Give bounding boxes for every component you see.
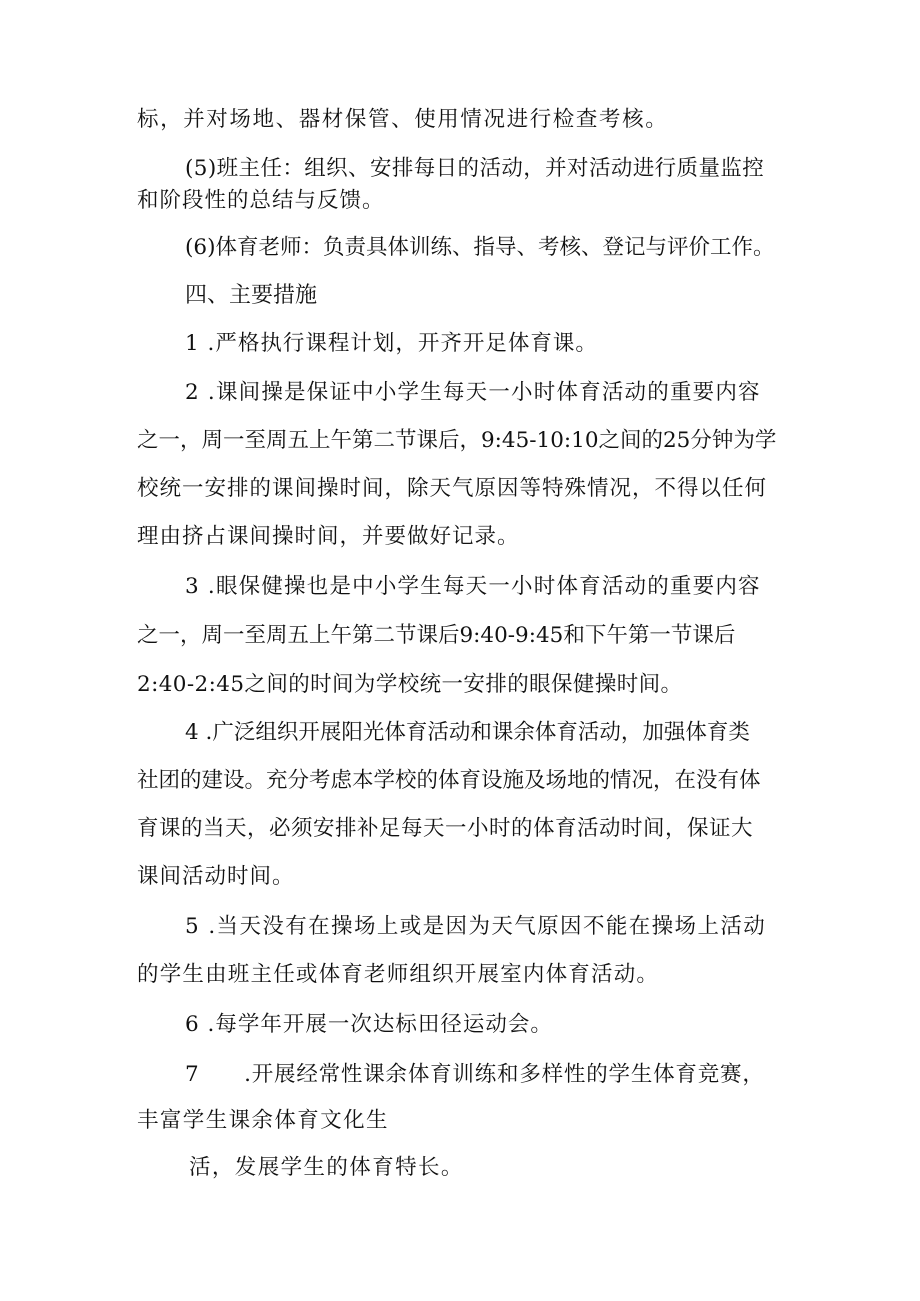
- text-line: 社团的建设。充分考虑本学校的体育设施及场地的情况，在没有体: [137, 768, 761, 793]
- text-line: 丰富学生课余体育文化生: [137, 1108, 389, 1133]
- text-line: 活，发展学生的体育特长。: [189, 1155, 464, 1180]
- text-line: 4 .广泛组织开展阳光体育活动和课余体育活动，加强体育类: [185, 720, 750, 745]
- text-line: 1 .严格执行课程计划，开齐开足体育课。: [185, 331, 598, 356]
- text-line: 3 .眼保健操也是中小学生每天一小时体育活动的重要内容: [185, 574, 761, 599]
- text-line: 之一，周一至周五上午第二节课后，9:45-10:10之间的25分钟为学: [137, 428, 777, 453]
- text-line: 之一，周一至周五上午第二节课后9:40-9:45和下午第一节课后: [137, 623, 736, 648]
- text-line: 标，并对场地、器材保管、使用情况进行检查考核。: [137, 107, 669, 132]
- text-line: 7 .开展经常性课余体育训练和多样性的学生体育竞赛，: [185, 1062, 765, 1087]
- text-line: (6)体育老师：负责具体训练、指导、考核、登记与评价工作。: [185, 235, 775, 260]
- text-line: 5 .当天没有在操场上或是因为天气原因不能在操场上活动: [185, 914, 767, 939]
- text-line: 6 .每学年开展一次达标田径运动会。: [185, 1012, 553, 1037]
- section-heading: 四、主要措施: [185, 283, 318, 308]
- text-line: 理由挤占课间操时间，并要做好记录。: [137, 524, 520, 549]
- text-line: 的学生由班主任或体育老师组织开展室内体育活动。: [137, 962, 660, 987]
- text-line: 2:40-2:45之间的时间为学校统一安排的眼保健操时间。: [137, 672, 683, 697]
- text-line: 校统一安排的课间操时间，除天气原因等特殊情况，不得以任何: [137, 476, 768, 501]
- text-line: 育课的当天，必须安排补足每天一小时的体育活动时间，保证大: [137, 816, 754, 841]
- text-line: 和阶段性的总结与反馈。: [137, 188, 385, 213]
- text-line: 2 .课间操是保证中小学生每天一小时体育活动的重要内容: [185, 380, 761, 405]
- text-line: (5)班主任：组织、安排每日的活动，并对活动进行质量监控: [185, 156, 765, 181]
- text-line: 课间活动时间。: [137, 864, 295, 889]
